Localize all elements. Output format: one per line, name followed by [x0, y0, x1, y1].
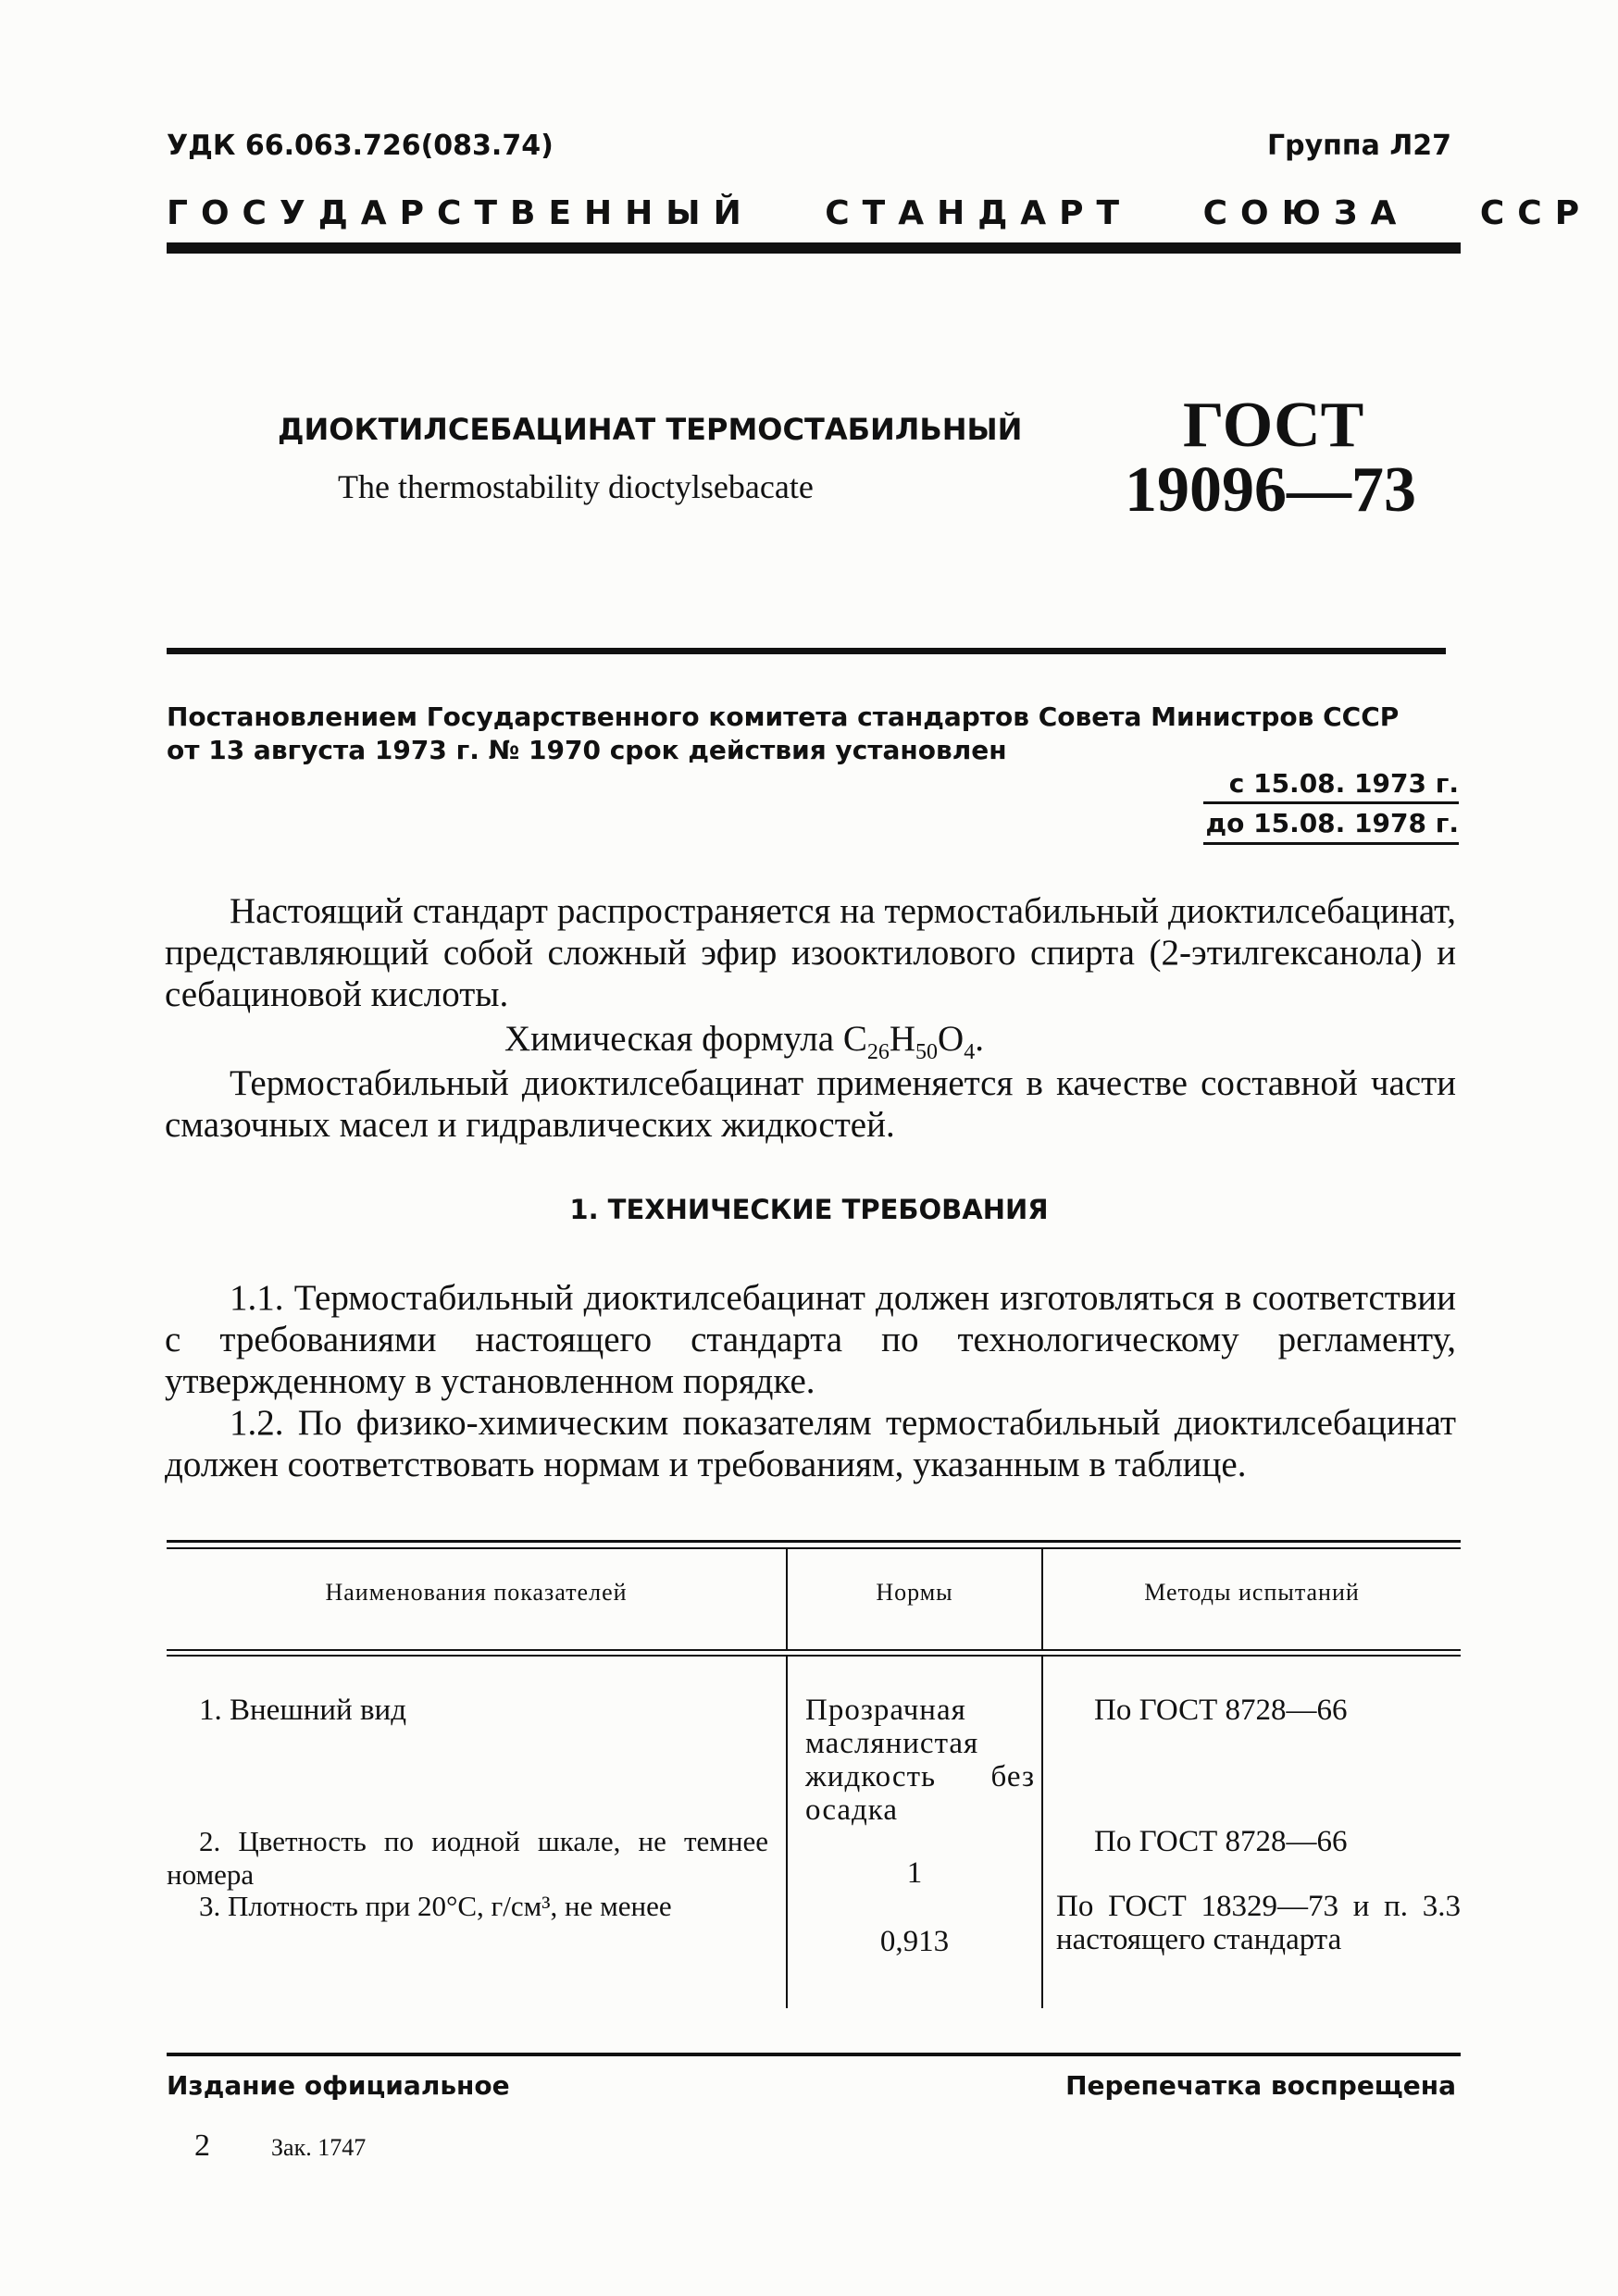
- row-method: По ГОСТ 18329—73 и п. 3.3 настоящего стандарта: [1056, 1890, 1461, 1956]
- edition-note: Издание официальное: [167, 2070, 510, 2101]
- table-header-rule-2: [167, 1655, 1461, 1657]
- footer-rule: [167, 2053, 1461, 2056]
- title-english: The thermostability dioctylsebacate: [338, 468, 814, 505]
- table-top-rule-1: [167, 1540, 1461, 1543]
- valid-from-underline: [1203, 801, 1459, 804]
- group-code: Группа Л27: [1267, 130, 1451, 162]
- row-name: 3. Плотность при 20°С, г/см³, не менее: [199, 1890, 672, 1922]
- row-method: По ГОСТ 8728—66: [1094, 1825, 1348, 1858]
- usage-paragraph: Термостабильный диоктилсебацинат применяется в качестве составной части смазочных масел и гидравлических жидкостей.: [165, 1063, 1456, 1145]
- valid-from-date: с 15.08. 1973 г.: [1228, 768, 1459, 799]
- order-number: Зак. 1747: [271, 2134, 367, 2161]
- row-name: 1. Внешний вид: [199, 1694, 406, 1727]
- formula-o: O: [938, 1019, 965, 1059]
- udk-code: УДК 66.063.726(083.74): [167, 130, 554, 162]
- gost-label: ГОСТ: [1183, 390, 1364, 461]
- intro-paragraph: Настоящий стандарт распространяется на термостабильный диоктилсебацинат, представляющий собой сложный эфир изооктилового спирта (2-этилгексанола) и себациновой кислоты.: [165, 891, 1456, 1014]
- formula-c-count: 26: [866, 1039, 890, 1064]
- formula-c: C: [842, 1019, 867, 1059]
- title-rule: [167, 648, 1446, 654]
- formula-label: Химическая формула: [504, 1019, 835, 1059]
- formula-h-count: 50: [915, 1039, 939, 1064]
- decree-line-1: Постановлением Государственного комитета стандартов Совета Министров СССР: [167, 701, 1400, 732]
- table-header-name: Наименования показателей: [325, 1579, 628, 1606]
- page-number: 2: [194, 2128, 210, 2163]
- formula-o-count: 4: [964, 1039, 976, 1064]
- row-norm: 1: [906, 1856, 923, 1890]
- title-russian: ДИОКТИЛСЕБАЦИНАТ ТЕРМОСТАБИЛЬНЫЙ: [278, 412, 1023, 447]
- table-divider-2-body: [1041, 1657, 1043, 2008]
- row-name: 2. Цветность по иодной шкале, не темнее номера: [167, 1825, 768, 1891]
- decree-line-2: от 13 августа 1973 г. № 1970 срок действия установлен: [167, 735, 1007, 765]
- clause-1-2: 1.2. По физико-химическим показателям термостабильный диоктилсебацинат должен соответствовать нормам и требованиям, указанным в таблице.: [165, 1403, 1456, 1484]
- header-rule: [167, 242, 1461, 254]
- state-standard-banner: ГОСУДАРСТВЕННЫЙ СТАНДАРТ СОЮЗА ССР: [167, 194, 1593, 232]
- formula-h: H: [889, 1019, 916, 1059]
- table-top-rule-2: [167, 1547, 1461, 1549]
- valid-to-underline: [1203, 842, 1459, 845]
- chemical-formula: [504, 1018, 984, 1065]
- gost-number: 19096—73: [1125, 454, 1416, 526]
- row-method: По ГОСТ 8728—66: [1094, 1694, 1348, 1727]
- formula-end: .: [975, 1019, 984, 1059]
- row-norm: Прозрачная маслянистая жидкость без осадка: [805, 1694, 1035, 1827]
- section-title: 1. ТЕХНИЧЕСКИЕ ТРЕБОВАНИЯ: [569, 1194, 1049, 1225]
- table-header-norm: Нормы: [876, 1579, 953, 1606]
- table-header-method: Методы испытаний: [1144, 1579, 1360, 1606]
- reprint-note: Перепечатка воспрещена: [1065, 2070, 1456, 2101]
- row-norm: 0,913: [879, 1925, 950, 1958]
- table-header-rule-1: [167, 1649, 1461, 1651]
- valid-to-date: до 15.08. 1978 г.: [1205, 808, 1459, 838]
- clause-1-1: 1.1. Термостабильный диоктилсебацинат должен изготовляться в соответствии с требованиями настоящего стандарта по технологическому регламенту, утвержденному в установленном порядке.: [165, 1278, 1456, 1401]
